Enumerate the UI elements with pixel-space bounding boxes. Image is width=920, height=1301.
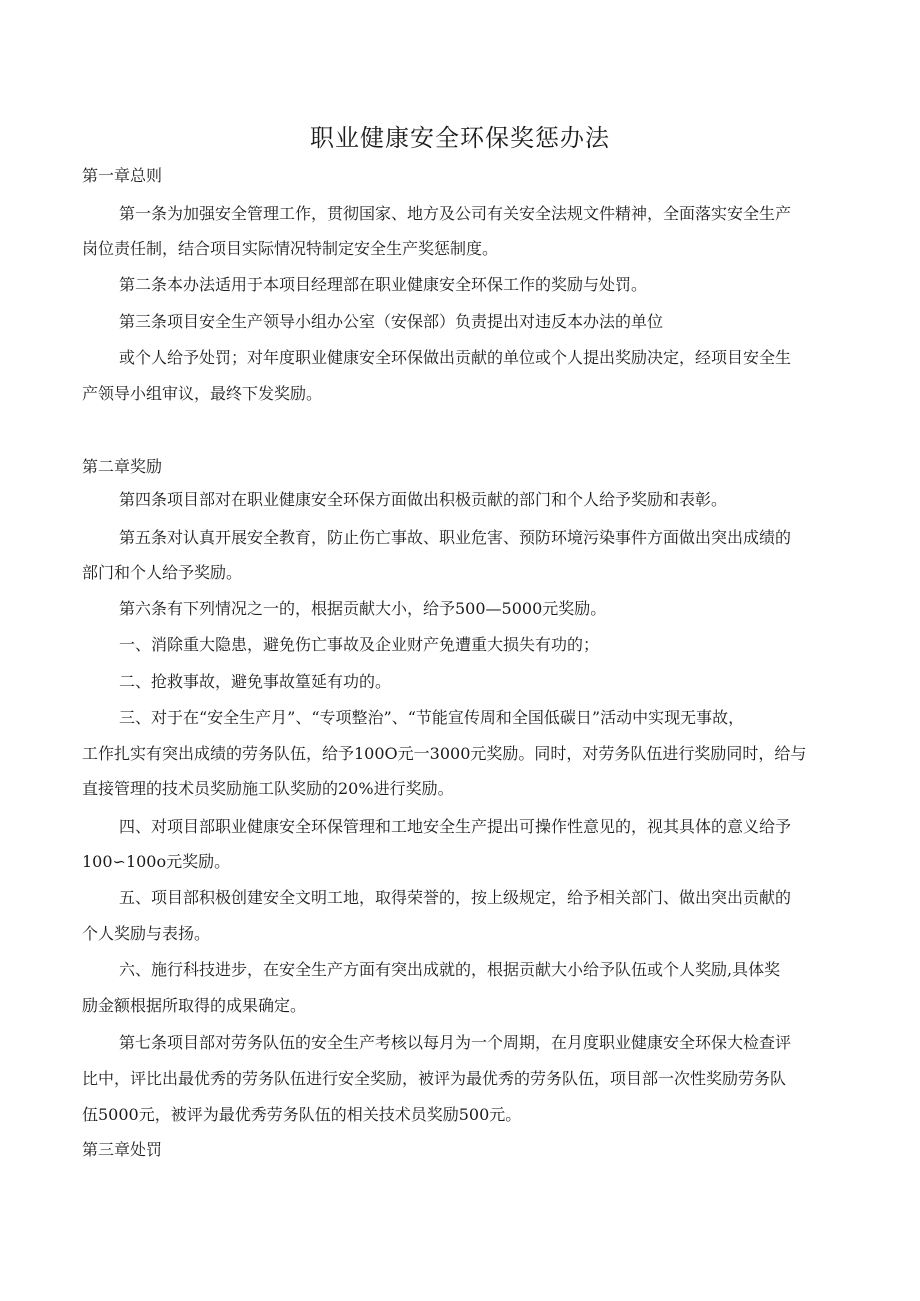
document-title: 职业健康安全环保奖惩办法 — [310, 124, 610, 152]
paragraph-line: 六、施行科技进步，在安全生产方面有突出成就的，根据贡献大小给予队伍或个人奖励,具体奖 — [119, 960, 781, 979]
paragraph-line: 第五条对认真开展安全教育，防止伤亡事故、职业危害、预防环境污染事件方面做出突出成绩的 — [119, 528, 792, 547]
paragraph-line: 三、对于在“安全生产月”、“专项整治”、“节能宣传周和全国低碳日”活动中实现无事故， — [119, 708, 745, 727]
paragraph-line: 个人奖励与表扬。 — [82, 924, 211, 943]
paragraph-line: 岗位责任制，结合项目实际情况特制定安全生产奖惩制度。 — [82, 239, 499, 258]
paragraph-line: 伍5000元，被评为最优秀劳务队伍的相关技术员奖励500元。 — [82, 1105, 522, 1124]
paragraph-line: 励金额根据所取得的成果确定。 — [82, 996, 307, 1015]
chapter-heading: 第二章奖励 — [82, 457, 163, 476]
paragraph-line: 部门和个人给予奖励。 — [82, 563, 243, 582]
chapter-heading: 第一章总则 — [82, 166, 163, 185]
paragraph-line: 二、抢救事故，避免事故篁延有功的。 — [119, 672, 392, 691]
paragraph-line: 一、消除重大隐患，避免伤亡事故及企业财产免遭重大损失有功的； — [119, 635, 600, 654]
paragraph-line: 四、对项目部职业健康安全环保管理和工地安全生产提出可操作性意见的，视其具体的意义给予 — [119, 817, 792, 836]
paragraph-line: 五、项目部积极创建安全文明工地，取得荣誉的，按上级规定，给予相关部门、做出突出贡献的 — [119, 888, 792, 907]
paragraph-line: 工作扎实有突出成绩的劳务队伍，给予100O元一3000元奖励。同时，对劳务队伍进行奖励同时，给与 — [82, 744, 807, 763]
paragraph-line: 第七条项目部对劳务队伍的安全生产考核以每月为一个周期，在月度职业健康安全环保大检查评 — [119, 1033, 792, 1052]
paragraph-line: 100∽100o元奖励。 — [82, 852, 231, 871]
paragraph-line: 第三条项目安全生产领导小组办公室（安保部）负责提出对违反本办法的单位 — [119, 312, 664, 331]
paragraph-line: 第一条为加强安全管理工作，贯彻国家、地方及公司有关安全法规文件精神，全面落实安全生产 — [119, 204, 792, 223]
paragraph-line: 比中，评比出最优秀的劳务队伍进行安全奖励，被评为最优秀的劳务队伍，项目部一次性奖励劳务队 — [82, 1069, 787, 1088]
chapter-heading: 第三章处罚 — [82, 1140, 163, 1159]
paragraph-line: 或个人给予处罚；对年度职业健康安全环保做出贡献的单位或个人提出奖励决定，经项目安全生 — [119, 348, 792, 367]
paragraph-line: 直接管理的技术员奖励施工队奖励的20%进行奖励。 — [82, 779, 454, 798]
paragraph-line: 第二条本办法适用于本项目经理部在职业健康安全环保工作的奖励与处罚。 — [119, 275, 648, 294]
paragraph-line: 第四条项目部对在职业健康安全环保方面做出积极贡献的部门和个人给予奖励和表彰。 — [119, 490, 728, 509]
paragraph-line: 产领导小组审议，最终下发奖励。 — [82, 384, 323, 403]
paragraph-line: 第六条有下列情况之一的，根据贡献大小，给予500—5000元奖励。 — [119, 599, 607, 618]
